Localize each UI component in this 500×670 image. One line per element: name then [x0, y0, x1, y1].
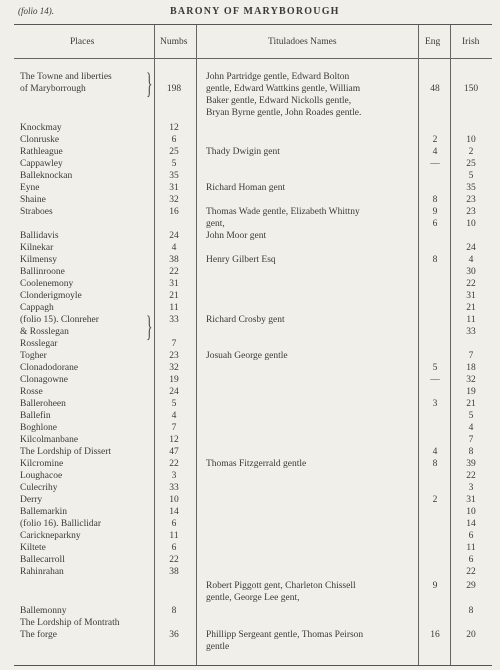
cell-place: Cappawley	[20, 159, 63, 169]
cell-tituladoes: gent,	[206, 219, 225, 229]
cell-irish: 8	[468, 606, 474, 616]
cell-numbs: 7	[171, 339, 177, 349]
cell-irish: 22	[466, 279, 476, 289]
col-divider	[154, 25, 155, 665]
cell-irish: 2	[468, 147, 474, 157]
cell-irish: 8	[468, 447, 474, 457]
cell-numbs: 22	[169, 459, 179, 469]
cell-place: Loughacoe	[20, 471, 63, 481]
cell-place: Derry	[20, 495, 43, 505]
cell-irish: 150	[463, 84, 479, 94]
cell-place: Ballinroone	[20, 267, 65, 277]
cell-tituladoes: John Partridge gentle, Edward Bolton	[206, 72, 350, 82]
cell-tituladoes: Bryan Byrne gentle, John Roades gentle.	[206, 108, 362, 118]
cell-place: The forge	[20, 630, 58, 640]
cell-irish: 23	[466, 195, 476, 205]
cell-place: The Towne and liberties	[20, 72, 112, 82]
col-divider	[418, 25, 419, 665]
header-numbs: Numbs	[160, 37, 188, 47]
cell-irish: 4	[468, 255, 474, 265]
cell-numbs: 6	[171, 135, 177, 145]
cell-irish: 7	[468, 435, 474, 445]
cell-numbs: 33	[169, 483, 179, 493]
cell-irish: 33	[466, 327, 476, 337]
cell-place: Ballemarkin	[20, 507, 67, 517]
cell-irish: 21	[466, 399, 476, 409]
cell-irish: 22	[466, 471, 476, 481]
cell-numbs: 19	[169, 375, 179, 385]
cell-place: Togher	[20, 351, 47, 361]
cell-place: Boghlone	[20, 423, 57, 433]
cell-place: Kiltete	[20, 543, 46, 553]
cell-place: Kilcromine	[20, 459, 64, 469]
cell-irish: 11	[466, 315, 476, 325]
census-table	[14, 24, 492, 666]
cell-eng: —	[430, 375, 440, 385]
cell-numbs: 4	[171, 243, 177, 253]
cell-numbs: 23	[169, 351, 179, 361]
col-divider	[196, 25, 197, 665]
cell-place: & Rosslegan	[20, 327, 69, 337]
cell-irish: 18	[466, 363, 476, 373]
cell-place: Balleknockan	[20, 171, 73, 181]
cell-eng: 5	[432, 363, 438, 373]
cell-place: Balleroheen	[20, 399, 66, 409]
cell-numbs: 31	[169, 183, 179, 193]
header-rule	[14, 58, 492, 59]
folio-note: (folio 14).	[18, 6, 54, 16]
cell-place: Clonadodorane	[20, 363, 79, 373]
cell-place: Carickneparkny	[20, 531, 81, 541]
cell-place: Coolenemony	[20, 279, 74, 289]
cell-irish: 31	[466, 291, 476, 301]
cell-eng: 4	[432, 447, 438, 457]
cell-numbs: 8	[171, 606, 177, 616]
cell-numbs: 5	[171, 159, 177, 169]
cell-irish: 10	[466, 219, 476, 229]
cell-numbs: 22	[169, 555, 179, 565]
cell-irish: 32	[466, 375, 476, 385]
cell-numbs: 36	[169, 630, 179, 640]
cell-place: Kilcolmanbane	[20, 435, 79, 445]
cell-tituladoes: Thomas Wade gentle, Elizabeth Whittny	[206, 207, 360, 217]
cell-eng: 9	[432, 207, 438, 217]
cell-irish: 22	[466, 567, 476, 577]
cell-tituladoes: John Moor gent	[206, 231, 267, 241]
cell-place: (folio 16). Balliclidar	[20, 519, 101, 529]
cell-irish: 20	[466, 630, 476, 640]
cell-place: Rathleague	[20, 147, 63, 157]
cell-place: Rosslegar	[20, 339, 58, 349]
cell-place: Ballecarroll	[20, 555, 65, 565]
cell-numbs: 35	[169, 171, 179, 181]
cell-eng: 8	[432, 255, 438, 265]
cell-place: Knockmay	[20, 123, 62, 133]
cell-irish: 30	[466, 267, 476, 277]
cell-tituladoes: Thady Dwigin gent	[206, 147, 280, 157]
cell-place: Clonruske	[20, 135, 60, 145]
cell-place: Ballemonny	[20, 606, 67, 616]
cell-tituladoes: Henry Gilbert Esq	[206, 255, 276, 265]
cell-eng: 9	[432, 581, 438, 591]
cell-numbs: 11	[169, 303, 179, 313]
cell-eng: 3	[432, 399, 438, 409]
cell-numbs: 31	[169, 279, 179, 289]
cell-numbs: 14	[169, 507, 179, 517]
cell-tituladoes: Phillipp Sergeant gentle, Thomas Peirson	[206, 630, 364, 640]
brace-mark: }	[146, 310, 153, 343]
cell-numbs: 16	[169, 207, 179, 217]
cell-place: Clonderigmoyle	[20, 291, 82, 301]
cell-irish: 24	[466, 243, 476, 253]
cell-numbs: 47	[169, 447, 179, 457]
cell-numbs: 22	[169, 267, 179, 277]
cell-eng: 16	[430, 630, 440, 640]
cell-numbs: 198	[166, 84, 182, 94]
page-title: BARONY OF MARYBOROUGH	[170, 6, 340, 17]
header-irish: Irish	[462, 37, 480, 47]
cell-tituladoes: Richard Homan gent	[206, 183, 286, 193]
cell-numbs: 4	[171, 411, 177, 421]
cell-irish: 21	[466, 303, 476, 313]
cell-numbs: 6	[171, 519, 177, 529]
cell-numbs: 10	[169, 495, 179, 505]
cell-irish: 3	[468, 483, 474, 493]
cell-tituladoes: Thomas Fitzgerrald gentle	[206, 459, 307, 469]
cell-place: Shaine	[20, 195, 46, 205]
cell-irish: 14	[466, 519, 476, 529]
cell-place: (folio 15). Clonreher	[20, 315, 99, 325]
cell-place: Straboes	[20, 207, 53, 217]
cell-place: Cappagh	[20, 303, 54, 313]
cell-irish: 5	[468, 411, 474, 421]
cell-irish: 39	[466, 459, 476, 469]
cell-eng: 4	[432, 147, 438, 157]
cell-numbs: 38	[169, 255, 179, 265]
col-divider	[450, 25, 451, 665]
cell-tituladoes: gentle, George Lee gent,	[206, 593, 300, 603]
brace-mark: }	[146, 67, 153, 100]
cell-irish: 10	[466, 135, 476, 145]
cell-tituladoes: Richard Crosby gent	[206, 315, 285, 325]
cell-eng: 8	[432, 459, 438, 469]
cell-numbs: 11	[169, 531, 179, 541]
cell-irish: 10	[466, 507, 476, 517]
cell-place: Eyne	[20, 183, 40, 193]
header-places: Places	[70, 37, 95, 47]
cell-numbs: 5	[171, 399, 177, 409]
cell-numbs: 32	[169, 363, 179, 373]
cell-irish: 25	[466, 159, 476, 169]
cell-irish: 19	[466, 387, 476, 397]
cell-place: of Maryborrough	[20, 84, 86, 94]
cell-place: Ballidavis	[20, 231, 59, 241]
cell-place: The Lordship of Dissert	[20, 447, 112, 457]
cell-irish: 23	[466, 207, 476, 217]
cell-numbs: 21	[169, 291, 179, 301]
header-tituladoes: Tituladoes Names	[268, 37, 337, 47]
cell-numbs: 24	[169, 231, 179, 241]
cell-place: Kilnekar	[20, 243, 54, 253]
cell-numbs: 3	[171, 471, 177, 481]
cell-eng: 8	[432, 195, 438, 205]
cell-place: Rahinrahan	[20, 567, 64, 577]
cell-place: The Lordship of Montrath	[20, 618, 120, 628]
cell-irish: 29	[466, 581, 476, 591]
cell-place: Kilmensy	[20, 255, 57, 265]
cell-place: Clonagowne	[20, 375, 69, 385]
cell-numbs: 25	[169, 147, 179, 157]
cell-place: Rosse	[20, 387, 43, 397]
cell-tituladoes: gentle	[206, 642, 230, 652]
cell-eng: 48	[430, 84, 440, 94]
cell-eng: 6	[432, 219, 438, 229]
header-eng: Eng	[425, 37, 441, 47]
cell-irish: 6	[468, 555, 474, 565]
cell-numbs: 32	[169, 195, 179, 205]
cell-place: Culecrihy	[20, 483, 58, 493]
cell-tituladoes: Robert Piggott gent, Charleton Chissell	[206, 581, 356, 591]
cell-numbs: 33	[169, 315, 179, 325]
cell-irish: 6	[468, 531, 474, 541]
cell-eng: 2	[432, 135, 438, 145]
cell-eng: 2	[432, 495, 438, 505]
cell-numbs: 12	[169, 123, 179, 133]
cell-numbs: 24	[169, 387, 179, 397]
cell-numbs: 12	[169, 435, 179, 445]
cell-numbs: 7	[171, 423, 177, 433]
cell-numbs: 38	[169, 567, 179, 577]
cell-irish: 5	[468, 171, 474, 181]
cell-irish: 4	[468, 423, 474, 433]
cell-numbs: 6	[171, 543, 177, 553]
cell-tituladoes: gentle, Edward Wattkins gentle, William	[206, 84, 361, 94]
cell-irish: 35	[466, 183, 476, 193]
cell-tituladoes: Josuah George gentle	[206, 351, 288, 361]
cell-irish: 7	[468, 351, 474, 361]
cell-irish: 31	[466, 495, 476, 505]
cell-eng: —	[430, 159, 440, 169]
cell-irish: 11	[466, 543, 476, 553]
cell-place: Ballefin	[20, 411, 51, 421]
cell-tituladoes: Baker gentle, Edward Nickolls gentle,	[206, 96, 352, 106]
